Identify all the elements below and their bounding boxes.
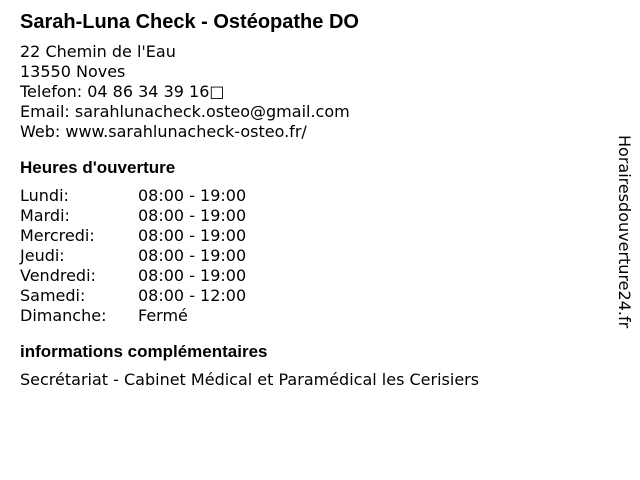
hours-time: 08:00 - 19:00 [138,226,247,245]
hours-row [20,286,246,306]
city-line: 13550 Noves [20,62,126,81]
hours-day: Samedi: [20,286,86,305]
business-card [20,10,600,390]
hours-day: Mardi: [20,206,70,225]
hours-row [20,206,246,226]
hours-row [20,246,246,266]
phone-label[interactable]: Telefon: 04 86 34 39 16 [20,82,210,101]
website-link[interactable]: Web: www.sarahlunacheck-osteo.fr/ [20,122,307,141]
hours-day: Lundi: [20,186,69,205]
email-line[interactable] [20,102,600,122]
hours-day: Vendredi: [20,266,96,285]
opening-hours-heading: Heures d'ouverture [20,158,176,177]
email-link[interactable]: Email: sarahlunacheck.osteo@gmail.com [20,102,350,121]
phone-glyph-icon: □ [209,82,225,101]
hours-row [20,186,246,206]
business-name: Sarah-Luna Check - Ostéopathe DO [20,11,359,33]
opening-hours-table [20,186,246,326]
hours-time: 08:00 - 19:00 [138,206,247,225]
side-brand-text: Horairesdouverture24.fr [615,135,634,329]
website-line[interactable] [20,122,600,142]
hours-day: Jeudi: [20,246,65,265]
hours-time: Fermé [138,306,188,325]
hours-day: Mercredi: [20,226,95,245]
phone-line[interactable] [20,82,600,102]
hours-time: 08:00 - 19:00 [138,246,247,265]
hours-time: 08:00 - 19:00 [138,266,247,285]
additional-info-text: Secrétariat - Cabinet Médical et Paramédical les Cerisiers [20,370,480,389]
hours-time: 08:00 - 19:00 [138,186,247,205]
hours-row [20,226,246,246]
hours-time: 08:00 - 12:00 [138,286,247,305]
hours-row [20,266,246,286]
hours-day: Dimanche: [20,306,107,325]
street-address: 22 Chemin de l'Eau [20,42,176,61]
additional-info-heading: informations complémentaires [20,342,268,361]
hours-row [20,306,246,326]
address-block [20,42,600,142]
